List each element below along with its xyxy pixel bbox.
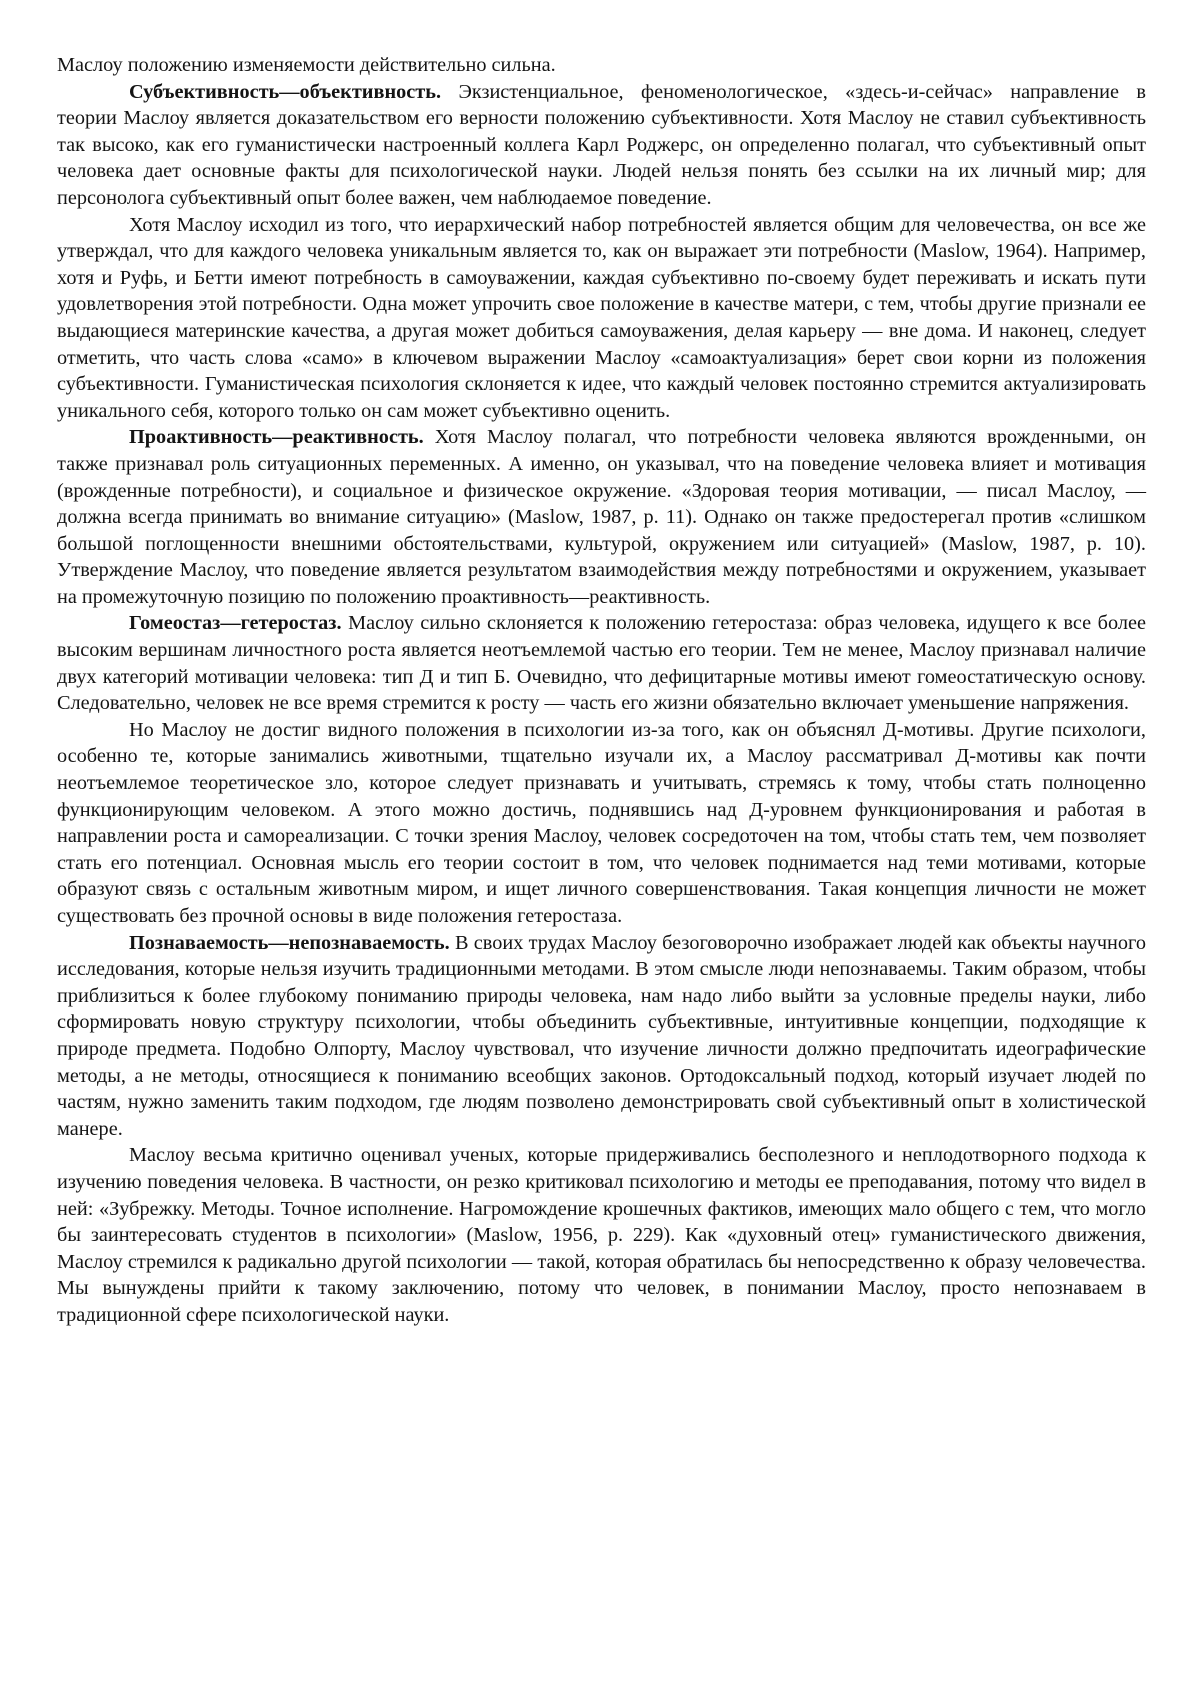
paragraph-text: Маслоу весьма критично оценивал ученых, которые придерживались бесполезного и неплодотворного подхода к изучению поведения человека. В частности, он резко критиковал психологию и методы ее преподавания, потому что видел в ней: «Зубрежку. Методы. Точное исполнение. Нагромождение крошечных фактиков, имеющих мало общего с тем, что могло бы заинтересовать студентов в психологии» (Maslow, 1956, p. 229). Как «духовный отец» гуманистического движения, Маслоу стремился к радикально другой психологии — такой, которая обратилась бы непосредственно к образу человечества. Мы вынуждены прийти к такому заключению, потому что человек, в понимании Маслоу, просто непознаваем в традиционной сфере психологической науки. — [57, 1144, 1146, 1326]
paragraph-text: Но Маслоу не достиг видного положения в психологии из-за того, как он объяснял Д-мотивы. Другие психологи, особенно те, которые занимались животными, тщательно изучали их, а Маслоу рассматривал Д-мотивы как почти неотъемлемое теоретическое зло, которое следует признавать и учитывать, стремясь к тому, чтобы стать полноценно функционирующим человеком. А этого можно достичь, поднявшись над Д-уровнем функционирования и работая в направлении роста и самореализации. С точки зрения Маслоу, человек сосредоточен на том, чтобы стать тем, чем позволяет стать его потенциал. Основная мысль его теории состоит в том, что человек поднимается над теми мотивами, которые образуют связь с остальным животным миром, и ищет личного совершенствования. Такая концепция личности не может существовать без прочной основы в виде положения гетеростаза. — [57, 718, 1146, 927]
paragraph-continuation — [57, 52, 1146, 79]
paragraph-text: В своих трудах Маслоу безоговорочно изображает людей как объекты научного исследования, которые нельзя изучить традиционными методами. В этом смысле люди непознаваемы. Таким образом, чтобы приблизиться к более глубокому пониманию природы человека, нам надо либо выйти за условные пределы науки, либо сформировать новую структуру психологии, чтобы объединить субъективные, интуитивные концепции, подходящие к природе предмета. Подобно Олпорту, Маслоу чувствовал, что изучение личности должно предпочитать идеографические методы, а не методы, относящиеся к пониманию всеобщих законов. Ортодоксальный подход, который изучает людей по частям, нужно заменить таким подходом, где людям позволено демонстрировать свой субъективный опыт в холистической манере. — [57, 931, 1146, 1140]
paragraph-proactivity — [57, 424, 1146, 610]
paragraph-text: Маслоу положению изменяемости действительно сильна. — [57, 54, 556, 76]
paragraph-text: Хотя Маслоу исходил из того, что иерархический набор потребностей является общим для человечества, он все же утверждал, что для каждого человека уникальным является то, как он выражает эти потребности (Maslow, 1964). Например, хотя и Руфь, и Бетти имеют потребность в самоуважении, каждая субъективно по-своему будет переживать и искать пути удовлетворения этой потребности. Одна может упрочить свое положение в качестве матери, с тем, чтобы другие признали ее выдающиеся материнские качества, а другая может добиться самоуважения, делая карьеру — вне дома. И наконец, следует отметить, что часть слова «само» в ключевом выражении Маслоу «самоактуализация» берет свои корни из положения субъективности. Гуманистическая психология склоняется к идее, что каждый человек постоянно стремится актуализировать уникального себя, которого только он сам может субъективно оценить. — [57, 213, 1146, 422]
paragraph-heading: Проактивность—реактивность. — [129, 426, 424, 449]
paragraph-homeostasis — [57, 610, 1146, 716]
paragraph-d-motives — [57, 717, 1146, 930]
document-page — [57, 52, 1146, 1329]
paragraph-critique — [57, 1142, 1146, 1328]
paragraph-text: Экзистенциальное, феноменологическое, «здесь-и-сейчас» направление в теории Маслоу является доказательством его верности положению субъективности. Хотя Маслоу не ставил субъективность так высоко, как его гуманистически настроенный коллега Карл Роджерс, он определенно полагал, что субъективный опыт человека дает основные факты для психологической науки. Людей нельзя понять без ссылки на их личный мир; для персонолога субъективный опыт более важен, чем наблюдаемое поведение. — [57, 80, 1146, 209]
paragraph-text: Маслоу сильно склоняется к положению гетеростаза: образ человека, идущего к все более высоким вершинам личностного роста является неотъемлемой частью его теории. Тем не менее, Маслоу признавал наличие двух категорий мотивации человека: тип Д и тип Б. Очевидно, что дефицитарные мотивы имеют гомеостатическую основу. Следовательно, человек не все время стремится к росту — часть его жизни обязательно включает уменьшение напряжения. — [57, 612, 1146, 715]
paragraph-knowability — [57, 930, 1146, 1143]
paragraph-text: Хотя Маслоу полагал, что потребности человека являются врожденными, он также признавал роль ситуационных переменных. А именно, он указывал, что на поведение человека влияет и мотивация (врожденные потребности), и социальное и физическое окружение. «Здоровая теория мотивации, — писал Маслоу, — должна всегда принимать во внимание ситуацию» (Maslow, 1987, p. 11). Однако он также предостерегал против «слишком большой поглощенности внешними обстоятельствами, культурой, окружением или ситуацией» (Maslow, 1987, p. 10). Утверждение Маслоу, что поведение является результатом взаимодействия между потребностями и окружением, указывает на промежуточную позицию по положению проактивность—реактивность. — [57, 426, 1146, 608]
paragraph-subjectivity — [57, 79, 1146, 212]
paragraph-heading: Субъективность—объективность. — [129, 80, 442, 103]
paragraph-heading: Гомеостаз—гетеростаз. — [129, 612, 342, 635]
paragraph-hierarchy-needs — [57, 212, 1146, 425]
paragraph-heading: Познаваемость—непознаваемость. — [129, 931, 450, 954]
